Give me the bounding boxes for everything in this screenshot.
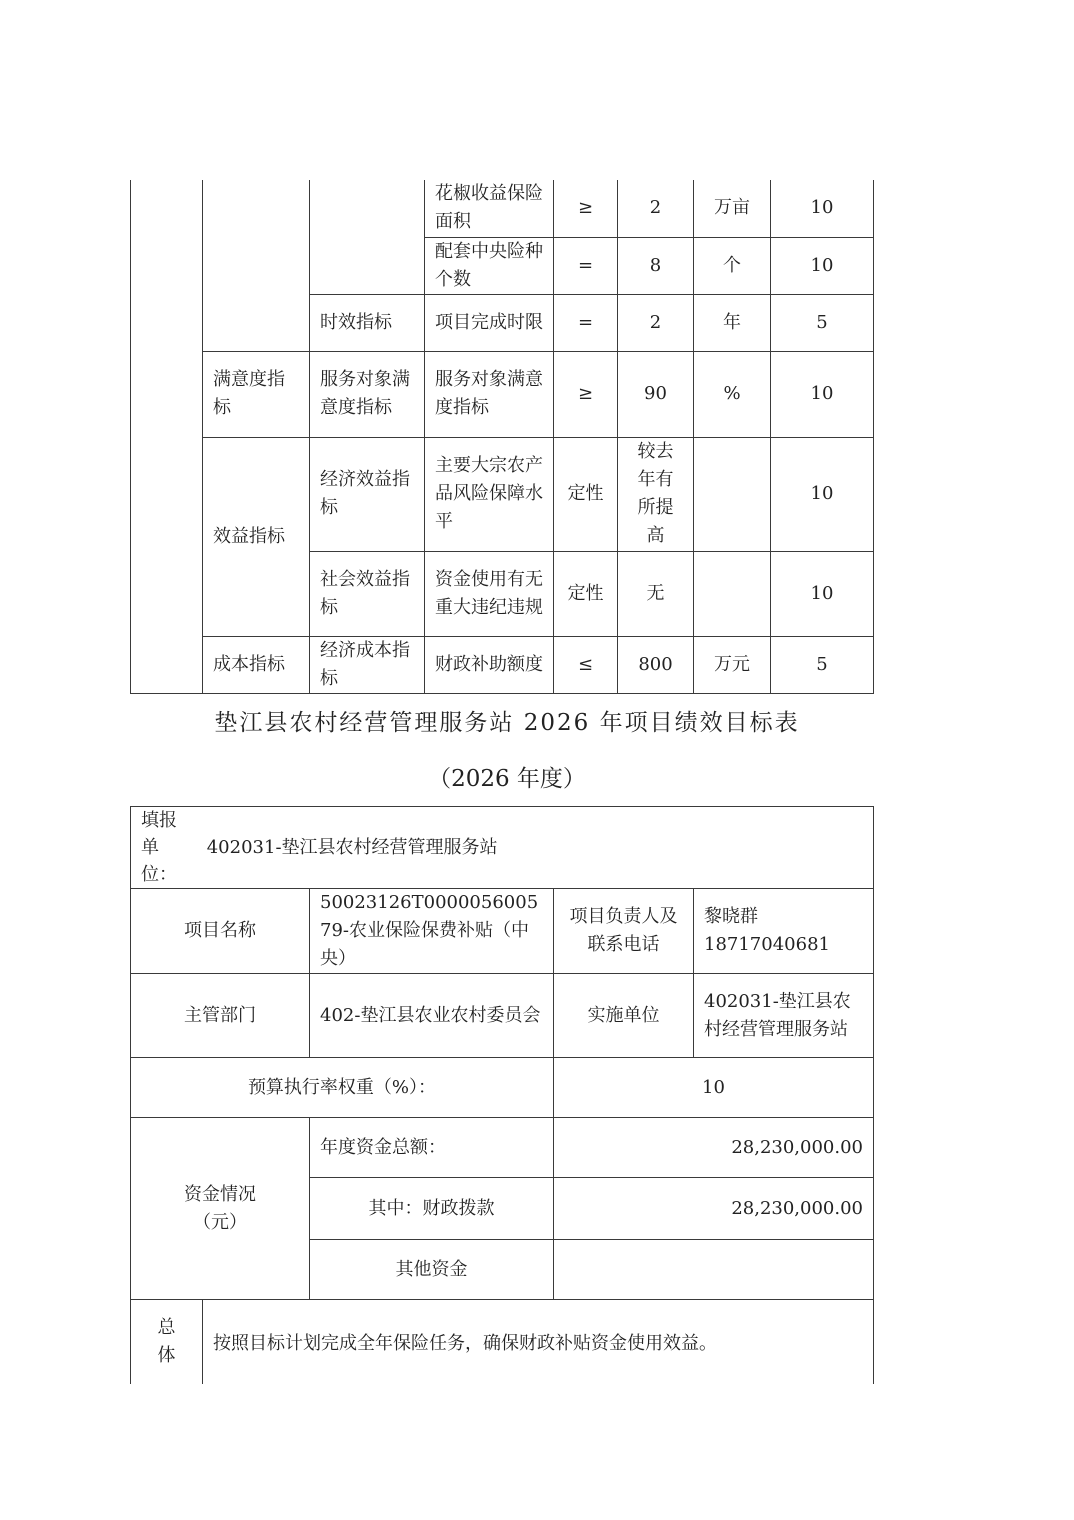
target-value: 2 — [618, 180, 694, 237]
indicator-name: 项目完成时限 — [425, 294, 554, 351]
unit: 万元 — [694, 636, 771, 693]
overall-value: 按照目标计划完成全年保险任务，确保财政补贴资金使用效益。 — [203, 1300, 874, 1384]
level2-cell: 满意度指标 — [203, 351, 310, 437]
contact-name: 黎晓群 — [704, 906, 758, 927]
indicator-name: 财政补助额度 — [425, 636, 554, 693]
operator: ≤ — [554, 636, 618, 693]
budget-weight-value: 10 — [554, 1058, 874, 1118]
unit: 个 — [694, 237, 771, 294]
dept-value: 402-垫江县农业农村委员会 — [310, 974, 554, 1058]
level2-cell: 成本指标 — [203, 636, 310, 693]
weight: 5 — [771, 636, 874, 693]
operator: ≥ — [554, 180, 618, 237]
weight: 10 — [771, 551, 874, 636]
reporting-unit-label: 填报单位： — [141, 810, 177, 885]
project-name-row — [131, 889, 874, 974]
level2-cell: 效益指标 — [203, 437, 310, 636]
target-value: 2 — [618, 294, 694, 351]
table-row — [131, 180, 874, 237]
target-value: 较去年有所提高 — [618, 437, 694, 551]
weight: 5 — [771, 294, 874, 351]
weight: 10 — [771, 351, 874, 437]
funds-label: 资金情况（元） — [131, 1118, 310, 1300]
indicator-name: 服务对象满意度指标 — [425, 351, 554, 437]
level3-cell: 服务对象满意度指标 — [310, 351, 425, 437]
target-value: 90 — [618, 351, 694, 437]
indicator-name: 花椒收益保险面积 — [425, 180, 554, 237]
indicator-name: 资金使用有无重大违纪违规 — [425, 551, 554, 636]
other-value — [554, 1240, 874, 1300]
budget-weight-row — [131, 1058, 874, 1118]
unit: 年 — [694, 294, 771, 351]
dept-label: 主管部门 — [131, 974, 310, 1058]
weight: 10 — [771, 237, 874, 294]
level1-cell — [131, 180, 203, 693]
department-row — [131, 974, 874, 1058]
table-row — [131, 351, 874, 437]
weight: 10 — [771, 437, 874, 551]
reporting-unit-value: 402031-垫江县农村经营管理服务站 — [206, 836, 498, 858]
table-row — [131, 636, 874, 693]
performance-target-table — [130, 806, 874, 1384]
impl-label: 实施单位 — [554, 974, 694, 1058]
table-row — [131, 437, 874, 551]
annual-total-value: 28,230,000.00 — [554, 1118, 874, 1178]
unit: 万亩 — [694, 180, 771, 237]
other-label: 其他资金 — [310, 1240, 554, 1300]
overall-label: 总体 — [131, 1300, 203, 1384]
operator: = — [554, 294, 618, 351]
annual-total-label: 年度资金总额： — [310, 1118, 554, 1178]
target-value: 8 — [618, 237, 694, 294]
impl-value: 402031-垫江县农村经营管理服务站 — [694, 974, 874, 1058]
operator: 定性 — [554, 437, 618, 551]
level3-cell: 时效指标 — [310, 294, 425, 351]
level3-cell: 经济效益指标 — [310, 437, 425, 551]
unit: % — [694, 351, 771, 437]
operator: ≥ — [554, 351, 618, 437]
document-subtitle: （2026 年度） — [428, 766, 586, 792]
unit — [694, 551, 771, 636]
indicator-name: 配套中央险种个数 — [425, 237, 554, 294]
indicator-name: 主要大宗农产品风险保障水平 — [425, 437, 554, 551]
target-value: 800 — [618, 636, 694, 693]
budget-weight-label: 预算执行率权重（%）： — [131, 1058, 554, 1118]
project-name-label: 项目名称 — [131, 889, 310, 974]
weight: 10 — [771, 180, 874, 237]
reporting-unit-row — [131, 807, 874, 889]
project-name-value: 50023126T000005600579-农业保险保费补贴（中央） — [310, 889, 554, 974]
level3-cell — [310, 180, 425, 294]
level3-cell: 社会效益指标 — [310, 551, 425, 636]
fiscal-value: 28,230,000.00 — [554, 1178, 874, 1240]
operator: = — [554, 237, 618, 294]
indicator-table-continued — [130, 180, 874, 694]
contact-label: 项目负责人及联系电话 — [554, 889, 694, 974]
contact-value — [694, 889, 874, 974]
fiscal-label: 其中：财政拨款 — [310, 1178, 554, 1240]
unit — [694, 437, 771, 551]
target-value: 无 — [618, 551, 694, 636]
operator: 定性 — [554, 551, 618, 636]
overall-row — [131, 1300, 874, 1384]
level3-cell: 经济成本指标 — [310, 636, 425, 693]
funds-row — [131, 1118, 874, 1178]
level2-cell — [203, 180, 310, 351]
contact-phone: 18717040681 — [704, 934, 830, 955]
document-title: 垫江县农村经营管理服务站 2026 年项目绩效目标表 — [214, 710, 800, 736]
